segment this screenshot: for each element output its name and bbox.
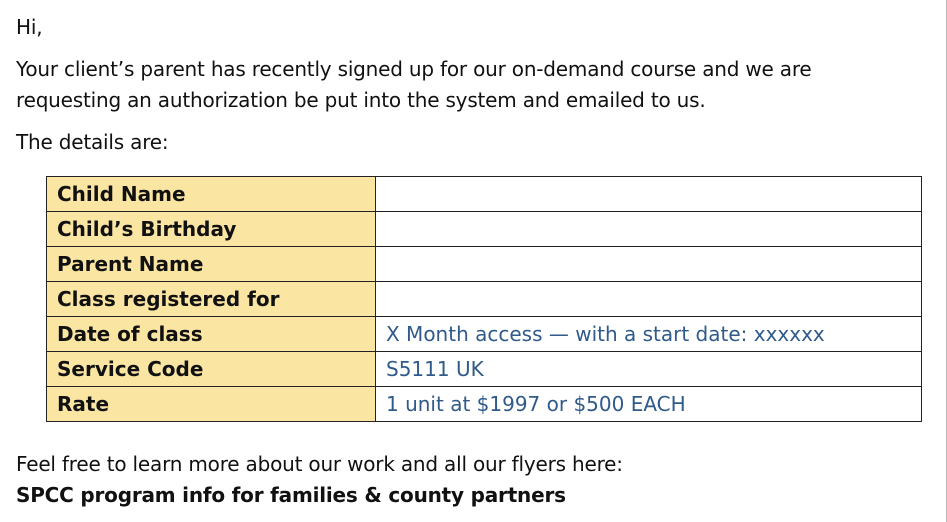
- row-label-rate: Rate: [47, 387, 376, 422]
- table-row: [47, 317, 922, 352]
- row-label-class-registered: Class registered for: [47, 282, 376, 317]
- intro-text-line-1: Your client’s parent has recently signed up for our on-demand course and we are: [16, 57, 812, 81]
- table-row: [47, 352, 922, 387]
- row-label-child-name: Child Name: [47, 177, 376, 212]
- row-label-date-of-class: Date of class: [47, 317, 376, 352]
- row-value-date-of-class[interactable]: X Month access — with a start date: xxxxxx: [376, 317, 922, 352]
- details-lead-text: The details are:: [16, 130, 169, 154]
- intro-text-line-2: requesting an authorization be put into the system and emailed to us.: [16, 88, 706, 112]
- row-label-service-code: Service Code: [47, 352, 376, 387]
- authorization-details-table: [46, 176, 922, 422]
- program-info-link[interactable]: SPCC program info for families & county partners: [16, 483, 566, 507]
- row-label-parent-name: Parent Name: [47, 247, 376, 282]
- table-row: [47, 247, 922, 282]
- greeting-text: Hi,: [16, 15, 43, 39]
- closing-text: Feel free to learn more about our work and all our flyers here:: [16, 452, 623, 476]
- table-row: [47, 387, 922, 422]
- row-value-parent-name[interactable]: [376, 247, 922, 282]
- row-value-rate[interactable]: 1 unit at $1997 or $500 EACH: [376, 387, 922, 422]
- row-value-class-registered[interactable]: [376, 282, 922, 317]
- table-row: [47, 212, 922, 247]
- row-value-child-name[interactable]: [376, 177, 922, 212]
- row-label-child-birthday: Child’s Birthday: [47, 212, 376, 247]
- table-row: [47, 177, 922, 212]
- table-row: [47, 282, 922, 317]
- row-value-service-code[interactable]: S5111 UK: [376, 352, 922, 387]
- row-value-child-birthday[interactable]: [376, 212, 922, 247]
